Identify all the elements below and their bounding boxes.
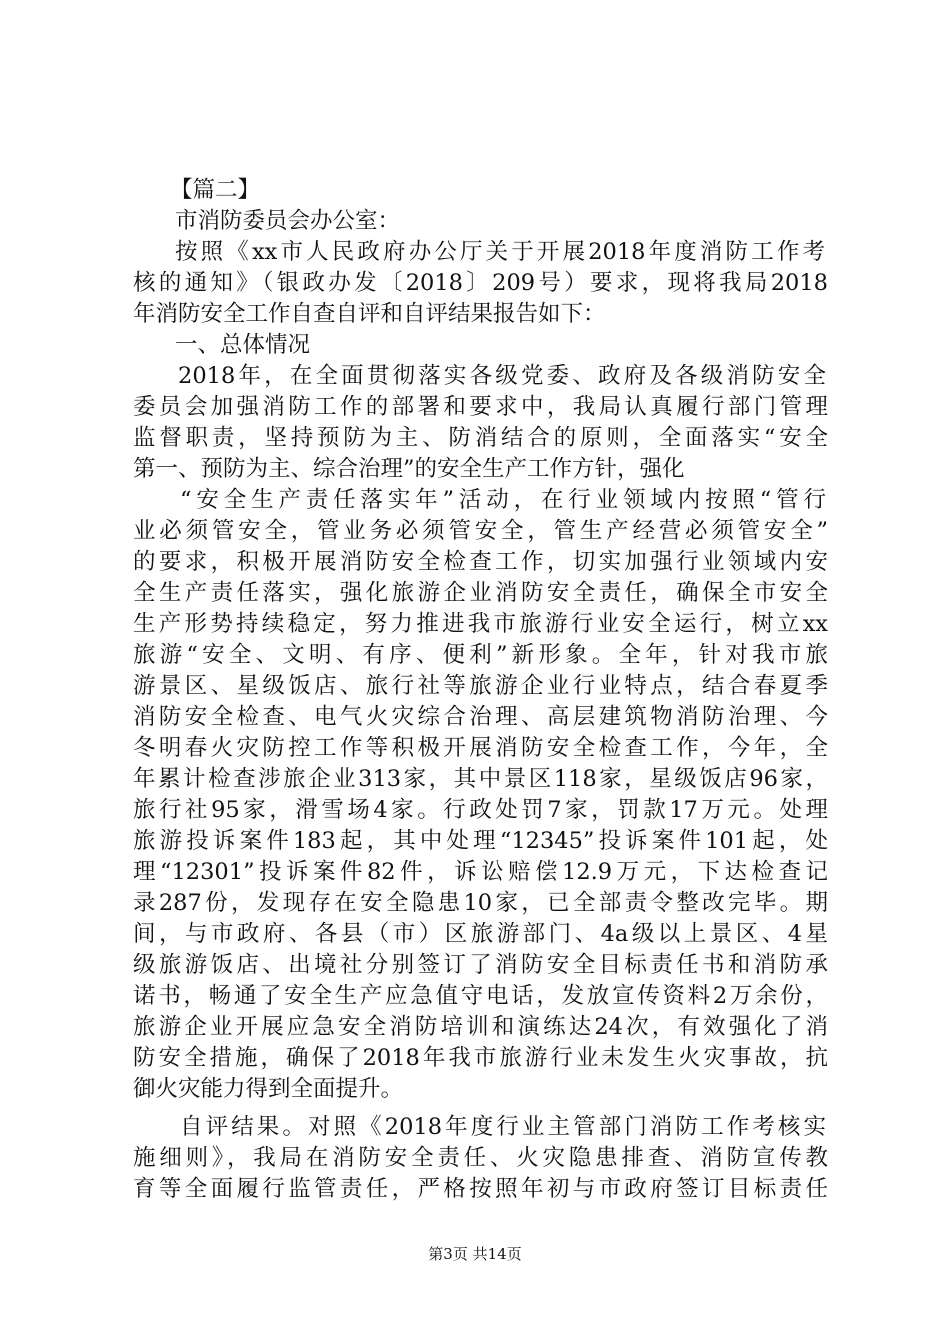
body-text-line: 年累计检查涉旅企业313家，其中景区118家，星级饭店96家， [133, 766, 828, 792]
body-text-line: 录287份，发现存在安全隐患10家，已全部责令整改完毕。期 [133, 890, 828, 916]
body-text-line: 消防安全检查、电气火灾综合治理、高层建筑物消防治理、今 [133, 704, 828, 730]
body-text-line: 诺书，畅通了安全生产应急值守电话，发放宣传资料2万余份， [133, 983, 828, 1009]
body-text-line: 委员会加强消防工作的部署和要求中，我局认真履行部门管理 [133, 394, 828, 420]
body-text-line: 按照《xx市人民政府办公厅关于开展2018年度消防工作考 [175, 239, 825, 265]
body-text-line: 年消防安全工作自查自评和自评结果报告如下： [133, 301, 606, 327]
body-text-line: 防安全措施，确保了2018年我市旅游行业未发生火灾事故，抗 [133, 1045, 828, 1071]
body-text-line: 御火灾能力得到全面提升。 [133, 1076, 404, 1102]
body-text-line: 游景区、星级饭店、旅行社等旅游企业行业特点，结合春夏季 [133, 673, 828, 699]
body-text-line: 冬明春火灾防控工作等积极开展消防安全检查工作，今年，全 [133, 735, 828, 761]
body-text-line: “安全生产责任落实年”活动，在行业领域内按照“管行 [180, 487, 826, 513]
body-text-line: 理“12301”投诉案件82件，诉讼赔偿12.9万元，下达检查记 [133, 859, 828, 885]
body-text-line: 的要求，积极开展消防安全检查工作，切实加强行业领域内安 [133, 549, 828, 575]
body-text-line: 生产形势持续稳定，努力推进我市旅游行业安全运行，树立xx [133, 611, 828, 637]
body-text-line: 育等全面履行监管责任，严格按照年初与市政府签订目标责任 [133, 1176, 828, 1202]
body-text-line: 监督职责，坚持预防为主、防消结合的原则，全面落实“安全 [133, 425, 828, 451]
body-text-line: 间，与市政府、各县（市）区旅游部门、4a级以上景区、4星 [133, 921, 828, 947]
body-text-line: 第一、预防为主、综合治理”的安全生产工作方针，强化 [133, 456, 685, 482]
subheading-overview: 一、总体情况 [175, 332, 311, 358]
body-text-line: 核的通知》（银政办发〔2018〕209号）要求，现将我局2018 [133, 270, 828, 296]
body-text-line: 旅游投诉案件183起，其中处理“12345”投诉案件101起，处 [133, 828, 828, 854]
body-text-line: 旅游企业开展应急安全消防培训和演练达24次，有效强化了消 [133, 1014, 828, 1040]
addressee-line: 市消防委员会办公室： [175, 208, 401, 234]
section-heading: 【篇二】 [170, 177, 261, 203]
body-text-line: 业必须管安全，管业务必须管安全，管生产经营必须管安全” [133, 518, 828, 544]
body-text-line: 旅游“安全、文明、有序、便利”新形象。全年，针对我市旅 [133, 642, 828, 668]
body-text-line: 全生产责任落实，强化旅游企业消防安全责任，确保全市安全 [133, 580, 828, 606]
page-number-footer: 第3页 共14页 [428, 1245, 522, 1263]
body-text-line: 2018年，在全面贯彻落实各级党委、政府及各级消防安全 [178, 363, 826, 389]
body-text-line: 级旅游饭店、出境社分别签订了消防安全目标责任书和消防承 [133, 952, 828, 978]
body-text-line: 自评结果。对照《2018年度行业主管部门消防工作考核实 [180, 1114, 826, 1140]
body-text-line: 旅行社95家，滑雪场4家。行政处罚7家，罚款17万元。处理 [133, 797, 828, 823]
body-text-line: 施细则》，我局在消防安全责任、火灾隐患排查、消防宣传教 [133, 1145, 828, 1171]
